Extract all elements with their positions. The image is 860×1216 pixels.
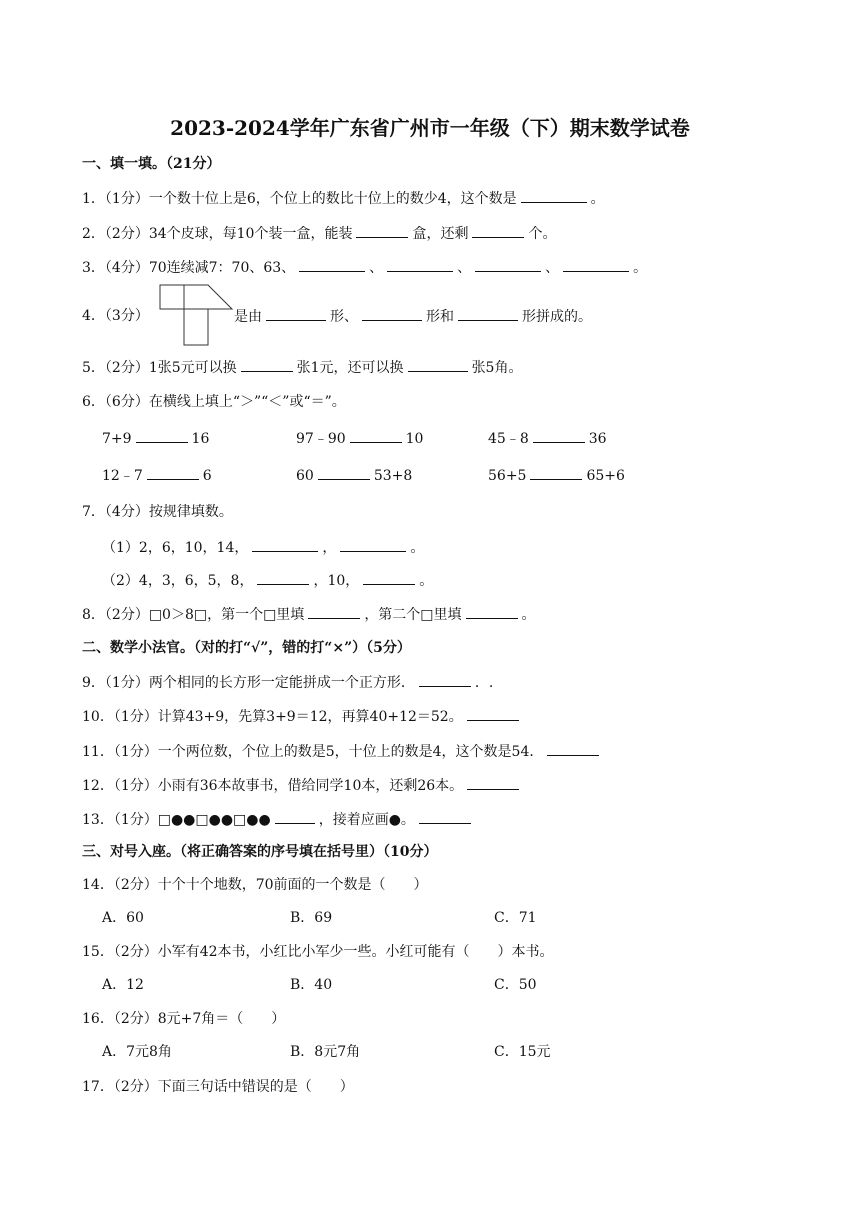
- answer-blank[interactable]: [252, 537, 318, 552]
- answer-blank[interactable]: [533, 428, 585, 443]
- answer-blank[interactable]: [521, 188, 587, 203]
- page-title: 2023-2024学年广东省广州市一年级（下）期末数学试卷: [170, 116, 690, 140]
- answer-blank[interactable]: [362, 306, 422, 321]
- answer-blank[interactable]: [363, 570, 415, 585]
- question-2: 2．（2分）34个皮球，每10个装一盒，能装 盒，还剩 个。: [82, 223, 556, 244]
- question-10: 10．（1分）计算43+9，先算3+9＝12，再算40+12＝52。: [82, 706, 523, 727]
- answer-blank[interactable]: [136, 428, 188, 443]
- answer-blank[interactable]: [408, 357, 468, 372]
- answer-blank[interactable]: [340, 537, 406, 552]
- question-7: 7．（4分）按规律填数。: [82, 504, 233, 520]
- section-2-heading: 二、数学小法官。（对的打“√”，错的打“×”）（5分）: [82, 640, 411, 656]
- question-14: 14．（2分）十个十个地数，70前面的一个数是（ ）: [82, 877, 428, 893]
- compare-item: 7+9 16: [102, 428, 209, 449]
- answer-blank[interactable]: [547, 741, 599, 756]
- compare-item: 60 53+8: [296, 465, 412, 486]
- answer-blank[interactable]: [466, 604, 518, 619]
- question-4: 4．（3分）: [82, 308, 149, 324]
- option-b[interactable]: B．8元7角: [290, 1044, 361, 1060]
- compare-item: 12﹣7 6: [102, 465, 212, 486]
- question-7-part-1: （1）2，6，10，14， ， 。: [102, 537, 424, 558]
- answer-blank[interactable]: [147, 465, 199, 480]
- answer-blank[interactable]: [257, 570, 309, 585]
- question-7-part-2: （2）4，3，6，5，8， ，10， 。: [102, 570, 433, 591]
- option-c[interactable]: C．15元: [494, 1044, 551, 1060]
- question-4-text: 是由 形、 形和 形拼成的。: [234, 306, 592, 327]
- answer-blank[interactable]: [350, 428, 402, 443]
- answer-blank[interactable]: [563, 257, 629, 272]
- question-15: 15．（2分）小军有42本书，小红比小军少一些。小红可能有（ ）本书。: [82, 944, 554, 960]
- answer-blank[interactable]: [419, 809, 471, 824]
- answer-blank[interactable]: [475, 257, 541, 272]
- answer-blank[interactable]: [356, 223, 408, 238]
- question-6: 6．（6分）在横线上填上“＞”“＜”或“＝”。: [82, 394, 346, 410]
- answer-blank[interactable]: [318, 465, 370, 480]
- compare-item: 97﹣90 10: [296, 428, 423, 449]
- question-8: 8．（2分）□0＞8□，第一个□里填 ，第二个□里填 。: [82, 604, 536, 625]
- answer-blank[interactable]: [266, 306, 326, 321]
- answer-blank[interactable]: [299, 257, 365, 272]
- question-12: 12．（1分）小雨有36本故事书，借给同学10本，还剩26本。: [82, 775, 523, 796]
- compare-item: 45﹣8 36: [488, 428, 607, 449]
- answer-blank[interactable]: [472, 223, 524, 238]
- option-a[interactable]: A．7元8角: [102, 1044, 172, 1060]
- answer-blank[interactable]: [419, 672, 471, 687]
- answer-blank[interactable]: [458, 306, 518, 321]
- option-c[interactable]: C．50: [494, 977, 537, 993]
- option-b[interactable]: B．40: [290, 977, 333, 993]
- answer-blank[interactable]: [467, 775, 519, 790]
- answer-blank[interactable]: [467, 706, 519, 721]
- section-3-heading: 三、对号入座。（将正确答案的序号填在括号里）（10分）: [82, 844, 438, 860]
- question-13: 13．（1分）□●●□●●□●● ，接着应画●。: [82, 809, 475, 830]
- question-5: 5．（2分）1张5元可以换 张1元，还可以换 张5角。: [82, 357, 522, 378]
- question-11: 11．（1分）一个两位数，个位上的数是5，十位上的数是4，这个数是54．: [82, 741, 603, 762]
- answer-blank[interactable]: [308, 604, 360, 619]
- question-3: 3．（4分）70连续减7：70、63、 、 、 、 。: [82, 257, 647, 278]
- option-a[interactable]: A．12: [102, 977, 144, 993]
- option-b[interactable]: B．69: [290, 910, 333, 926]
- compare-item: 56+5 65+6: [488, 465, 625, 486]
- question-9: 9．（1分）两个相同的长方形一定能拼成一个正方形． ．.: [82, 672, 493, 693]
- question-1: 1．（1分）一个数十位上是6，个位上的数比十位上的数少4，这个数是 。: [82, 188, 605, 209]
- option-c[interactable]: C．71: [494, 910, 537, 926]
- option-a[interactable]: A．60: [102, 910, 144, 926]
- answer-blank[interactable]: [387, 257, 453, 272]
- question-17: 17．（2分）下面三句话中错误的是（ ）: [82, 1079, 354, 1095]
- answer-blank[interactable]: [530, 465, 582, 480]
- answer-blank[interactable]: [241, 357, 293, 372]
- question-16: 16．（2分）8元+7角＝（ ）: [82, 1011, 286, 1027]
- answer-blank[interactable]: [275, 809, 315, 824]
- shape-figure: [158, 283, 234, 347]
- section-1-heading: 一、填一填。（21分）: [82, 156, 221, 172]
